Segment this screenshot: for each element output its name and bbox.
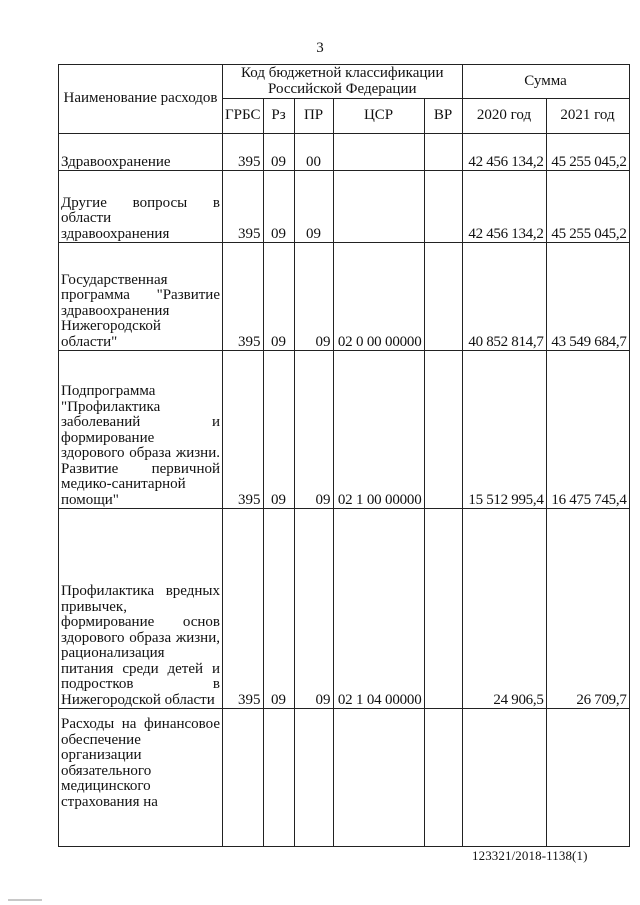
cell-2020: 40 852 814,7 [462,243,546,351]
cell-name: Другие вопросы в области здравоохранения [59,171,223,243]
cell-csr: 02 1 00 00000 [333,351,424,509]
cell-name: Расходы на финансовое обеспечение организации обязательного медицинского страхования на [59,709,223,847]
cell-name: Здравоохранение [59,134,223,171]
cell-rz: 09 [263,351,294,509]
cell-2021: 26 709,7 [546,509,629,709]
cell-grbs: 395 [223,243,264,351]
table-row [59,134,630,171]
cell-pr: 09 [294,351,333,509]
cell-pr [294,709,333,847]
cell-vr [424,509,462,709]
cell-vr [424,134,462,171]
col-header-2021: 2021 год [546,99,629,134]
table-row [59,709,630,847]
col-header-2020: 2020 год [462,99,546,134]
document-code: 123321/2018-1138(1) [472,848,588,863]
col-header-grbs: ГРБС [223,99,264,134]
table-row [59,509,630,709]
cell-2021 [546,709,629,847]
budget-table [58,64,630,847]
cell-csr [333,709,424,847]
cell-csr [333,171,424,243]
header-row-1 [59,65,630,99]
cell-2020 [462,709,546,847]
page-number: 3 [316,40,324,56]
cell-2021: 45 255 045,2 [546,134,629,171]
cell-2021: 16 475 745,4 [546,351,629,509]
cell-name: Профилактика вредных привычек, формирование основ здорового образа жизни, рационализация питания среди детей и подростков в Нижегородской области [59,509,223,709]
cell-pr: 00 [294,134,333,171]
col-header-csr: ЦСР [333,99,424,134]
table-row [59,243,630,351]
table-row [59,351,630,509]
cell-csr: 02 1 04 00000 [333,509,424,709]
cell-grbs: 395 [223,351,264,509]
cell-2020: 42 456 134,2 [462,171,546,243]
col-header-pr: ПР [294,99,333,134]
col-header-code-group: Код бюджетной классификации Российской Федерации [223,65,463,99]
cell-name: Государственная программа "Развитие здравоохранения Нижегородской области" [59,243,223,351]
col-header-rz: Рз [263,99,294,134]
cell-vr [424,709,462,847]
cell-2021: 43 549 684,7 [546,243,629,351]
cell-rz: 09 [263,171,294,243]
cell-grbs: 395 [223,134,264,171]
cell-grbs: 395 [223,171,264,243]
cell-csr [333,134,424,171]
cell-pr: 09 [294,509,333,709]
cell-rz: 09 [263,134,294,171]
cell-2020: 15 512 995,4 [462,351,546,509]
col-header-vr: ВР [424,99,462,134]
cell-2020: 42 456 134,2 [462,134,546,171]
cell-grbs [223,709,264,847]
cell-vr [424,351,462,509]
cell-vr [424,243,462,351]
cell-pr: 09 [294,243,333,351]
scan-artifact [8,899,42,901]
table-row [59,171,630,243]
cell-grbs: 395 [223,509,264,709]
col-header-sum-group: Сумма [462,65,629,99]
cell-name: Подпрограмма "Профилактика заболеваний и формирование здорового образа жизни. Развитие первичной медико-санитарной помощи" [59,351,223,509]
cell-vr [424,171,462,243]
cell-rz [263,709,294,847]
cell-2020: 24 906,5 [462,509,546,709]
cell-rz: 09 [263,243,294,351]
cell-csr: 02 0 00 00000 [333,243,424,351]
cell-rz: 09 [263,509,294,709]
col-header-name: Наименование расходов [59,65,223,134]
cell-pr: 09 [294,171,333,243]
cell-2021: 45 255 045,2 [546,171,629,243]
